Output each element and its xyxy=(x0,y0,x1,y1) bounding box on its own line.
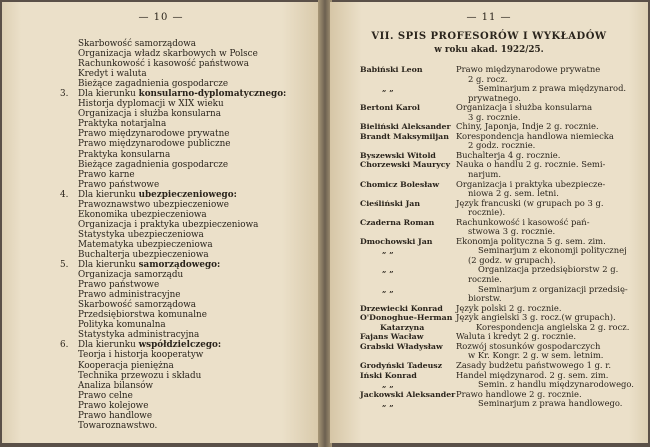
section-direction: samorządowego: xyxy=(138,260,221,271)
course-item xyxy=(60,79,286,89)
professor-name: „ „ xyxy=(382,265,394,275)
professor-name: Bertoni Karol xyxy=(360,103,420,113)
professor-row xyxy=(360,265,648,275)
course-item xyxy=(60,391,286,401)
professor-name: Iński Konrad xyxy=(360,370,417,380)
course-item xyxy=(60,109,286,119)
section-prefix: Dla kierunku xyxy=(78,89,139,100)
professor-name: Katarzyna xyxy=(380,322,425,332)
lecture-text: Seminarjum z prawa handlowego. xyxy=(478,398,623,409)
professor-name: „ „ xyxy=(382,380,394,390)
lecture-text: 2 godz. rocznie. xyxy=(468,140,536,151)
lecture-text: Korespondencja angielska 2 g. rocz. xyxy=(476,321,630,332)
professor-name: Byszewski Witold xyxy=(360,150,436,160)
lecture-text: Waluta i kredyt 2 g. rocznie. xyxy=(456,331,576,342)
lecture-text: Prawo handlowe 2 g. rocznie. xyxy=(456,388,582,399)
course-name: Prawo państwowe xyxy=(78,280,160,291)
professor-name: Jackowski Aleksander xyxy=(360,389,456,399)
lecture-text: (2 godz. w grupach). xyxy=(468,254,556,265)
professor-row xyxy=(360,285,648,295)
professor-name xyxy=(360,189,456,199)
course-name: Prawoznawstwo ubezpieczeniowe xyxy=(78,199,230,210)
professor-name xyxy=(360,227,456,237)
course-name: Prawo międzynarodowe prywatne xyxy=(78,129,230,140)
course-name: Prawo państwowe xyxy=(78,179,160,190)
lecture-text: Organizacja i służba konsularna xyxy=(456,102,593,113)
course-item xyxy=(60,250,286,260)
right-page xyxy=(330,2,648,443)
professor-name xyxy=(360,94,456,104)
lecture-text: Buchalterja 4 g. rocznie. xyxy=(456,149,561,160)
section-label xyxy=(60,190,237,200)
lecture-text: Seminarjum z ekonomji politycznej xyxy=(478,245,627,256)
course-name: Prawo administracyjne xyxy=(78,290,181,301)
course-name: Bieżące zagadnienia gospodarcze xyxy=(78,79,229,90)
section-label xyxy=(60,89,286,99)
lecture-text: Chiny, Japonja, Indje 2 g. rocznie. xyxy=(456,121,599,132)
professor-name: Babiński Leon xyxy=(360,65,423,74)
professor-name: „ „ xyxy=(382,284,394,294)
left-page xyxy=(2,2,320,443)
course-item xyxy=(60,411,286,421)
course-name: Rachunkowość i kasowość państwowa xyxy=(78,59,249,70)
course-item xyxy=(60,381,286,391)
section-direction: współdzielczego: xyxy=(138,340,222,351)
lecture-text: Organizacja przedsiębiorstw 2 g. xyxy=(478,264,619,275)
course-name: Praktyka notarjalna xyxy=(78,119,167,130)
course-item xyxy=(60,139,286,149)
lecture-text: 2 g. rocz. xyxy=(468,73,508,84)
lecture-text: Prawo międzynarodowe prywatne xyxy=(456,64,601,74)
section-direction: konsularno-dyplomatycznego: xyxy=(138,89,287,100)
lecture-text: Język francuski (w grupach po 3 g. xyxy=(456,197,604,208)
lecture-text: Korespondencja handlowa niemiecka xyxy=(456,130,614,141)
course-item xyxy=(60,310,286,320)
section-heading-line xyxy=(60,89,286,99)
lecture-text: niowa 2 g. sem. letni. xyxy=(468,188,559,199)
professor-name: Drzewiecki Konrad xyxy=(360,303,443,313)
course-name: Matematyka ubezpieczeniowa xyxy=(78,239,213,250)
course-name: Kooperacja pieniężna xyxy=(78,360,174,371)
course-name: Statystyka administracyjna xyxy=(78,330,200,341)
course-item xyxy=(60,280,286,290)
lecture-text: Ekonomja polityczna 5 g. sem. zim. xyxy=(456,235,606,246)
course-item xyxy=(60,150,286,160)
lecture-text: Zasady budżetu państwowego 1 g. r. xyxy=(456,359,611,370)
course-item xyxy=(60,230,286,240)
section-prefix: Dla kierunku xyxy=(78,189,139,200)
professor-name: „ „ xyxy=(382,246,394,256)
course-item xyxy=(60,421,286,431)
lecture-text: 3 g. rocznie. xyxy=(468,111,521,122)
lecture-text: stwowa 3 g. rocznie. xyxy=(468,226,556,237)
professor-name: Cieśliński Jan xyxy=(360,198,420,208)
professor-name xyxy=(360,275,456,285)
course-name: Towaroznawstwo. xyxy=(78,420,158,431)
course-item xyxy=(60,361,286,371)
course-item xyxy=(60,330,286,340)
course-item xyxy=(60,320,286,330)
course-name: Ekonomika ubezpieczeniowa xyxy=(78,209,207,220)
professor-name: Grodyński Tadeusz xyxy=(360,360,443,370)
course-name: Kredyt i waluta xyxy=(78,69,147,80)
section-heading: VII. SPIS PROFESORÓW I WYKŁADÓW xyxy=(371,31,607,42)
course-item xyxy=(60,119,286,129)
professor-name: Czaderna Roman xyxy=(360,217,435,227)
lecture-text: prywatnego. xyxy=(468,92,521,103)
professor-name xyxy=(360,75,456,85)
section-number: 6. xyxy=(60,340,69,351)
section-subheading: w roku akad. 1922/25. xyxy=(434,45,544,55)
course-item xyxy=(60,39,286,49)
section-heading-line xyxy=(60,340,286,350)
course-name: Praktyka konsularna xyxy=(78,149,171,160)
page-number: — 10 — xyxy=(138,12,184,23)
lecture-text: Język polski 2 g. rocznie. xyxy=(456,302,562,313)
course-name: Skarbowość samorządowa xyxy=(78,39,196,49)
section-number: 4. xyxy=(60,189,69,200)
course-name: Organizacja i służba konsularna xyxy=(78,109,221,120)
professor-name: „ „ xyxy=(382,84,394,94)
course-item xyxy=(60,210,286,220)
professor-name: „ „ xyxy=(382,399,394,409)
course-name: Organizacja władz skarbowych w Polsce xyxy=(78,49,258,60)
course-item xyxy=(60,180,286,190)
lecture-text: Rozwój stosunków gospodarczych xyxy=(456,340,601,351)
section-heading-line xyxy=(60,260,286,270)
course-name: Przedsiębiorstwa komunalne xyxy=(78,310,207,321)
course-item xyxy=(60,170,286,180)
professor-name xyxy=(360,113,456,123)
lecture-text: narjum. xyxy=(468,169,501,180)
course-name: Prawo karne xyxy=(78,169,135,180)
professor-name xyxy=(360,208,456,218)
lecture-text: Język angielski 3 g. rocz.(w grupach). xyxy=(456,312,616,323)
course-name: Prawo kolejowe xyxy=(78,400,149,411)
course-name: Organizacja samorządu xyxy=(78,270,184,281)
section-number: 5. xyxy=(60,260,69,271)
professor-name xyxy=(360,141,456,151)
course-name: Buchalterja ubezpieczeniowa xyxy=(78,249,209,260)
lecture-description xyxy=(478,399,648,409)
course-item xyxy=(60,129,286,139)
professor-row xyxy=(360,399,648,409)
course-name: Statystyka ubezpieczeniowa xyxy=(78,229,204,240)
professor-row xyxy=(360,160,648,170)
professor-list xyxy=(360,65,648,409)
course-item xyxy=(60,350,286,360)
professor-name xyxy=(360,351,456,361)
lecture-text: Nauka o handlu 2 g. rocznie. Semi- xyxy=(456,159,606,170)
lecture-text: Rachunkowość i kasowość pań- xyxy=(456,216,590,227)
course-name: Bieżące zagadnienia gospodarcze xyxy=(78,159,229,170)
section-number: 3. xyxy=(60,89,69,100)
course-item xyxy=(60,300,286,310)
professor-name xyxy=(360,170,456,180)
professor-name: Chorzewski Maurycy xyxy=(360,160,451,170)
course-list xyxy=(60,39,286,431)
course-item xyxy=(60,59,286,69)
course-item xyxy=(60,69,286,79)
lecture-description xyxy=(478,285,648,295)
course-name: Teorja i historja kooperatyw xyxy=(78,350,204,361)
course-item xyxy=(60,99,286,109)
lecture-text: Semin. z handlu międzynarodowego. xyxy=(478,379,634,390)
professor-name xyxy=(360,294,456,304)
course-item xyxy=(60,371,286,381)
lecture-text: rocznie). xyxy=(468,207,506,218)
course-name: Skarbowość samorządowa xyxy=(78,300,196,311)
professor-name: Chomicz Bolesław xyxy=(360,179,440,189)
course-item xyxy=(60,49,286,59)
lecture-text: w Kr. Kongr. 2 g. w sem. letnim. xyxy=(468,350,604,361)
professor-name: Dmochowski Jan xyxy=(360,236,433,246)
course-item xyxy=(60,220,286,230)
course-item xyxy=(60,160,286,170)
course-item xyxy=(60,270,286,280)
course-item xyxy=(60,240,286,250)
section-label xyxy=(60,260,220,270)
course-item xyxy=(60,200,286,210)
lecture-text: rocznie. xyxy=(468,274,502,285)
section-heading-line xyxy=(60,190,286,200)
lecture-text: Handel międzynarod. 2 g. sem. zim. xyxy=(456,369,609,380)
course-item xyxy=(60,401,286,411)
professor-name xyxy=(360,256,456,266)
course-name: Prawo celne xyxy=(78,390,133,401)
section-prefix: Dla kierunku xyxy=(78,340,139,351)
course-name: Technika przewozu i składu xyxy=(78,370,202,381)
professor-name: O'Donoghue-Herman xyxy=(360,313,453,323)
professor-name: Fajans Wacław xyxy=(360,332,424,342)
professor-name: Bieliński Aleksander xyxy=(360,122,451,132)
section-prefix: Dla kierunku xyxy=(78,260,139,271)
lecture-description xyxy=(478,265,648,275)
page-number: — 11 — xyxy=(466,12,512,23)
course-name: Historja dyplomacji w XIX wieku xyxy=(78,99,224,110)
course-name: Organizacja i praktyka ubezpieczeniowa xyxy=(78,219,259,230)
lecture-text: Seminarjum z organizacji przedsię- xyxy=(478,283,628,294)
course-name: Prawo międzynarodowe publiczne xyxy=(78,139,231,150)
section-direction: ubezpieczeniowego: xyxy=(138,189,237,200)
course-item xyxy=(60,290,286,300)
lecture-text: Organizacja i praktyka ubezpiecze- xyxy=(456,178,606,189)
course-name: Analiza bilansów xyxy=(78,380,154,391)
section-label xyxy=(60,340,221,350)
lecture-text: Seminarjum z prawa międzynarod. xyxy=(478,83,627,94)
course-name: Polityka komunalna xyxy=(78,320,166,331)
course-name: Prawo handlowe xyxy=(78,410,153,421)
professor-name: Brandt Maksymiljan xyxy=(360,131,449,141)
lecture-text: biorstw. xyxy=(468,293,502,304)
professor-name: Grabski Władysław xyxy=(360,341,443,351)
